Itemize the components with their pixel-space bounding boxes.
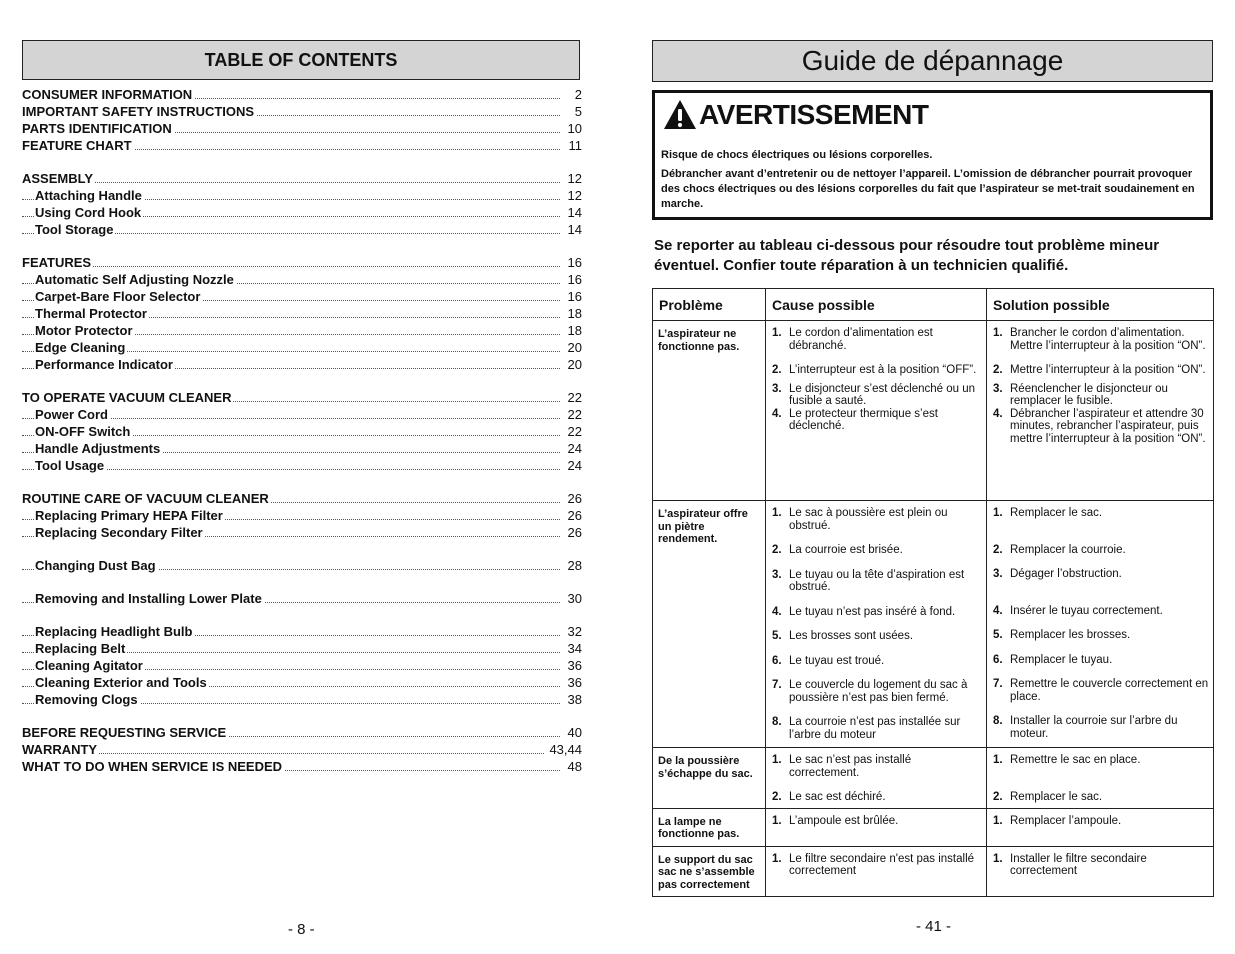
cause-cell [766,501,987,748]
item-number: 7. [993,678,1003,690]
solution-item [993,408,1209,446]
cause-item [772,853,982,878]
toc-spacer [22,574,582,590]
toc-entry-label: Changing Dust Bag [35,558,156,573]
solution-cell [987,808,1214,846]
toc-spacer [22,708,582,724]
toc-entry-label: Automatic Self Adjusting Nozzle [35,272,234,287]
toc-entry-page: 20 [564,356,582,373]
solution-item [993,853,1209,878]
item-number: 1. [993,507,1003,519]
item-number: 6. [993,653,1003,666]
toc-entry [22,674,582,691]
toc-entry-page: 30 [564,590,582,607]
item-text: Le sac à poussière est plein ou obstrué. [789,507,948,532]
toc-entry-page: 26 [564,490,582,507]
problem-cell: Le support du sac sac ne s’assemble pas correctement [653,846,766,896]
item-text: L’interrupteur est à la position “OFF”. [789,364,977,376]
toc-entry-page: 24 [564,457,582,474]
item-text: La courroie n’est pas installée sur l’arbre du moteur [789,716,961,741]
toc-entry [22,657,582,674]
toc-entry-page: 36 [564,657,582,674]
toc-entry-label: Using Cord Hook [35,205,142,220]
toc-entry [22,288,582,305]
toc-entry [22,691,582,708]
toc-entry-page: 14 [564,204,582,221]
toc-entry-page: 40 [564,724,582,741]
item-number: 1. [772,327,782,339]
table-row [653,321,1214,501]
toc-entry-label: IMPORTANT SAFETY INSTRUCTIONS [22,104,255,119]
item-number: 1. [993,814,1003,827]
solution-item [993,383,1209,408]
item-text: Remplacer les brosses. [1010,629,1131,641]
toc-entry [22,524,582,541]
toc-entry-page: 48 [564,758,582,775]
toc-entry-label: Replacing Belt [35,641,126,656]
toc-entry-label: Cleaning Agitator [35,658,143,673]
toc-entry [22,406,582,423]
solution-item [993,364,1209,377]
toc-entry-label: PARTS IDENTIFICATION [22,121,172,136]
solution-item [993,568,1209,581]
item-number: 3. [993,568,1003,580]
toc-entry-page: 10 [564,120,582,137]
item-number: 7. [772,679,782,691]
toc-entry [22,423,582,440]
toc-entry-label: Carpet-Bare Floor Selector [35,289,201,304]
toc-entry-label: Replacing Secondary Filter [35,525,203,540]
toc-entry-label: Removing Clogs [35,692,138,707]
toc-entry-label: Replacing Primary HEPA Filter [35,508,223,523]
problem-cell: De la poussière s’échappe du sac. [653,748,766,809]
toc-entry-page: 26 [564,507,582,524]
table-row [653,748,1214,809]
toc-spacer [22,607,582,623]
toc-entry-label: WHAT TO DO WHEN SERVICE IS NEEDED [22,759,283,774]
toc-entry [22,457,582,474]
intro-text: Se reporter au tableau ci-dessous pour résoudre tout problème mineur éventuel. Confier toute réparation à un technicien qualifié. [654,237,1160,274]
toc-entry-label: Edge Cleaning [35,340,126,355]
toc-entry-label: CONSUMER INFORMATION [22,87,193,102]
table-row [653,846,1214,896]
toc-entry-page: 20 [564,339,582,356]
toc-entry [22,389,582,406]
item-text: Les brosses sont usées. [789,630,914,642]
cause-item [772,716,982,741]
toc-entry-label: Motor Protector [35,323,133,338]
cause-item [772,791,982,804]
solution-item [993,715,1209,740]
item-number: 1. [772,852,782,865]
item-text: Le couvercle du logement du sac à poussière n’est pas bien fermé. [789,679,968,704]
table-row [653,808,1214,846]
page-title: Guide de dépannage [652,40,1213,82]
toc-entry [22,557,582,574]
toc-entry [22,271,582,288]
item-number: 1. [772,754,782,766]
item-number: 8. [993,715,1003,727]
solution-item [993,327,1209,352]
item-text: Remplacer le tuyau. [1010,653,1113,666]
toc-spacer [22,238,582,254]
solution-item [993,815,1209,828]
item-number: 8. [772,716,782,728]
toc-entry-page: 5 [571,103,582,120]
cause-item [772,754,982,779]
item-text: Le sac n’est pas installé correctement. [789,754,912,779]
item-text: Remplacer la courroie. [1010,543,1126,556]
item-text: Remettre le couvercle correctement en place. [1010,678,1209,703]
cause-item [772,408,982,433]
item-text: Réenclencher le disjoncteur ou remplacer le fusible. [1010,382,1168,407]
toc-entry-label: Handle Adjustments [35,441,161,456]
header-solution: Solution possible [987,289,1214,321]
item-text: Débrancher l’aspirateur et attendre 30 minutes, rebrancher l’aspirateur, puis mettre l’interrupteur à la position “ON”. [1010,407,1206,445]
item-text: Le protecteur thermique s’est déclenché. [789,407,938,432]
item-text: Remplacer l’ampoule. [1010,814,1122,827]
warning-title: AVERTISSEMENT [699,99,929,130]
toc-entry-page: 12 [564,187,582,204]
cause-item [772,383,982,408]
toc-leader-dots [22,182,560,183]
toc-entry-page: 38 [564,691,582,708]
item-number: 2. [993,543,1003,556]
troubleshooting-table [652,288,1214,897]
toc-entry [22,120,582,137]
item-text: Dégager l’obstruction. [1010,568,1122,580]
item-number: 1. [772,814,782,827]
toc-entry-label: BEFORE REQUESTING SERVICE [22,725,227,740]
toc-entry [22,356,582,373]
table-row [653,501,1214,748]
toc-spacer [22,154,582,170]
toc-entry [22,170,582,187]
item-text: Mettre l’interrupteur à la position “ON”. [1010,364,1206,376]
warning-text-instructions: Débrancher avant d’entretenir ou de nettoyer l’appareil. L’omission de débrancher pourrait provoquer des chocs électriques ou des lésions corporelles du fait que l’aspirateur se met-trait soudainement en marche. [661,168,1195,210]
item-number: 5. [993,629,1003,641]
item-text: Remettre le sac en place. [1010,754,1141,766]
cause-item [772,606,982,619]
toc-entry-page: 11 [565,137,583,154]
toc-entry-page: 22 [564,423,582,440]
item-number: 2. [772,544,782,556]
toc-entry-page: 18 [564,305,582,322]
problem-cell: La lampe ne fonctionne pas. [653,808,766,846]
solution-item [993,678,1209,703]
toc-entry [22,187,582,204]
cause-item [772,630,982,643]
item-number: 2. [772,364,782,376]
item-number: 2. [993,790,1003,803]
toc-entry-label: Thermal Protector [35,306,147,321]
cause-cell [766,748,987,809]
toc-entry-label: FEATURE CHART [22,138,132,153]
solution-item [993,507,1209,520]
solution-cell [987,501,1214,748]
cause-item [772,327,982,352]
toc-entry-page: 18 [564,322,582,339]
item-text: Brancher le cordon d’alimentation. Mettre l’interrupteur à la position “ON”. [1010,327,1206,352]
solution-cell [987,846,1214,896]
item-number: 3. [772,382,782,395]
solution-item [993,544,1209,557]
toc-entry [22,254,582,271]
toc-entry-label: Attaching Handle [35,188,142,203]
cause-item [772,679,982,704]
item-number: 4. [772,605,782,618]
item-number: 6. [772,654,782,667]
item-number: 3. [772,568,782,581]
toc-entry [22,758,582,775]
toc-entry [22,724,582,741]
toc-leader-dots [22,266,560,267]
toc-entry-page: 43,44 [545,741,582,758]
problem-cell: L’aspirateur offre un piètre rendement. [653,501,766,748]
item-text: Remplacer le sac. [1010,790,1103,803]
toc-spacer [22,541,582,557]
toc-entry-label: Replacing Headlight Bulb [35,624,193,639]
toc-entry-label: ROUTINE CARE OF VACUUM CLEANER [22,491,269,506]
toc-entry-label: Removing and Installing Lower Plate [35,591,262,606]
toc-leader-dots [22,753,560,754]
item-text: Le filtre secondaire n'est pas installé correctement [789,852,975,877]
toc-entry [22,86,582,103]
toc-spacer [22,373,582,389]
solution-cell [987,748,1214,809]
toc-entry-page: 34 [564,640,582,657]
toc-entry-label: Tool Usage [35,458,105,473]
item-text: Le tuyau n’est pas inséré à fond. [789,605,956,618]
warning-text-risk: Risque de chocs électriques ou lésions corporelles. [661,149,933,161]
header-problem: Problème [653,289,766,321]
toc-entry [22,305,582,322]
solution-item [993,629,1209,642]
item-text: Le tuyau est troué. [789,654,885,667]
toc-entry-page: 22 [564,406,582,423]
toc-entry-page: 26 [564,524,582,541]
item-number: 4. [772,407,782,420]
item-number: 4. [993,604,1003,617]
table-of-contents [22,86,582,775]
toc-entry-label: Tool Storage [35,222,114,237]
toc-entry-label: Cleaning Exterior and Tools [35,675,207,690]
item-text: Le tuyau ou la tête d’aspiration est obstrué. [789,568,965,593]
solution-item [993,605,1209,618]
cause-cell [766,321,987,501]
cause-item [772,655,982,668]
toc-entry-label: Performance Indicator [35,357,173,372]
toc-entry-label: ON-OFF Switch [35,424,131,439]
cause-item [772,544,982,557]
solution-cell [987,321,1214,501]
toc-entry-page: 16 [564,254,582,271]
item-text: Le sac est déchiré. [789,791,886,803]
solution-item [993,754,1209,767]
toc-entry [22,507,582,524]
cause-item [772,815,982,828]
toc-entry [22,490,582,507]
header-cause: Cause possible [766,289,987,321]
warning-box [652,90,1213,220]
page-number-right: - 41 - [916,918,952,935]
toc-entry-label: Power Cord [35,407,108,422]
item-number: 5. [772,630,782,642]
item-text: L’ampoule est brûlée. [789,814,899,827]
cause-item [772,507,982,532]
toc-entry-page: 22 [564,389,582,406]
toc-entry [22,590,582,607]
toc-entry [22,322,582,339]
toc-title: TABLE OF CONTENTS [22,40,580,80]
problem-cell: L’aspirateur ne fonctionne pas. [653,321,766,501]
toc-entry [22,339,582,356]
warning-header [663,99,928,131]
item-text: Installer la courroie sur l’arbre du moteur. [1010,715,1178,740]
item-number: 4. [993,407,1003,420]
toc-entry-label: WARRANTY [22,742,98,757]
toc-entry-page: 28 [564,557,582,574]
item-number: 1. [993,327,1003,339]
toc-spacer [22,474,582,490]
toc-entry-page: 12 [564,170,582,187]
toc-entry-page: 14 [564,221,582,238]
toc-entry-page: 24 [564,440,582,457]
toc-entry [22,204,582,221]
toc-entry-page: 16 [564,271,582,288]
item-number: 1. [993,754,1003,766]
item-number: 3. [993,382,1003,395]
item-number: 1. [772,507,782,519]
cause-cell [766,846,987,896]
toc-entry-page: 32 [564,623,582,640]
cause-item [772,364,982,377]
toc-entry-page: 16 [564,288,582,305]
toc-entry [22,137,582,154]
toc-entry-page: 36 [564,674,582,691]
warning-triangle-icon [663,99,697,131]
item-text: Remplacer le sac. [1010,507,1103,519]
toc-entry [22,440,582,457]
item-text: Le disjoncteur s’est déclenché ou un fusible a sauté. [789,382,976,407]
table-header-row [653,289,1214,321]
item-text: Insérer le tuyau correctement. [1010,604,1163,617]
toc-entry [22,623,582,640]
toc-entry [22,741,582,758]
item-number: 2. [993,364,1003,376]
cause-item [772,569,982,594]
toc-entry [22,640,582,657]
toc-entry [22,103,582,120]
toc-entry-label: FEATURES [22,255,92,270]
toc-entry [22,221,582,238]
page-number-left: - 8 - [288,921,315,938]
solution-item [993,654,1209,667]
cause-cell [766,808,987,846]
toc-entry-page: 2 [571,86,582,103]
toc-entry-label: ASSEMBLY [22,171,94,186]
item-text: La courroie est brisée. [789,544,903,556]
toc-entry-label: TO OPERATE VACUUM CLEANER [22,390,232,405]
item-number: 1. [993,852,1003,865]
solution-item [993,791,1209,804]
item-text: Le cordon d’alimentation est débranché. [789,327,933,352]
item-number: 2. [772,791,782,803]
item-text: Installer le filtre secondaire correctement [1010,852,1147,877]
